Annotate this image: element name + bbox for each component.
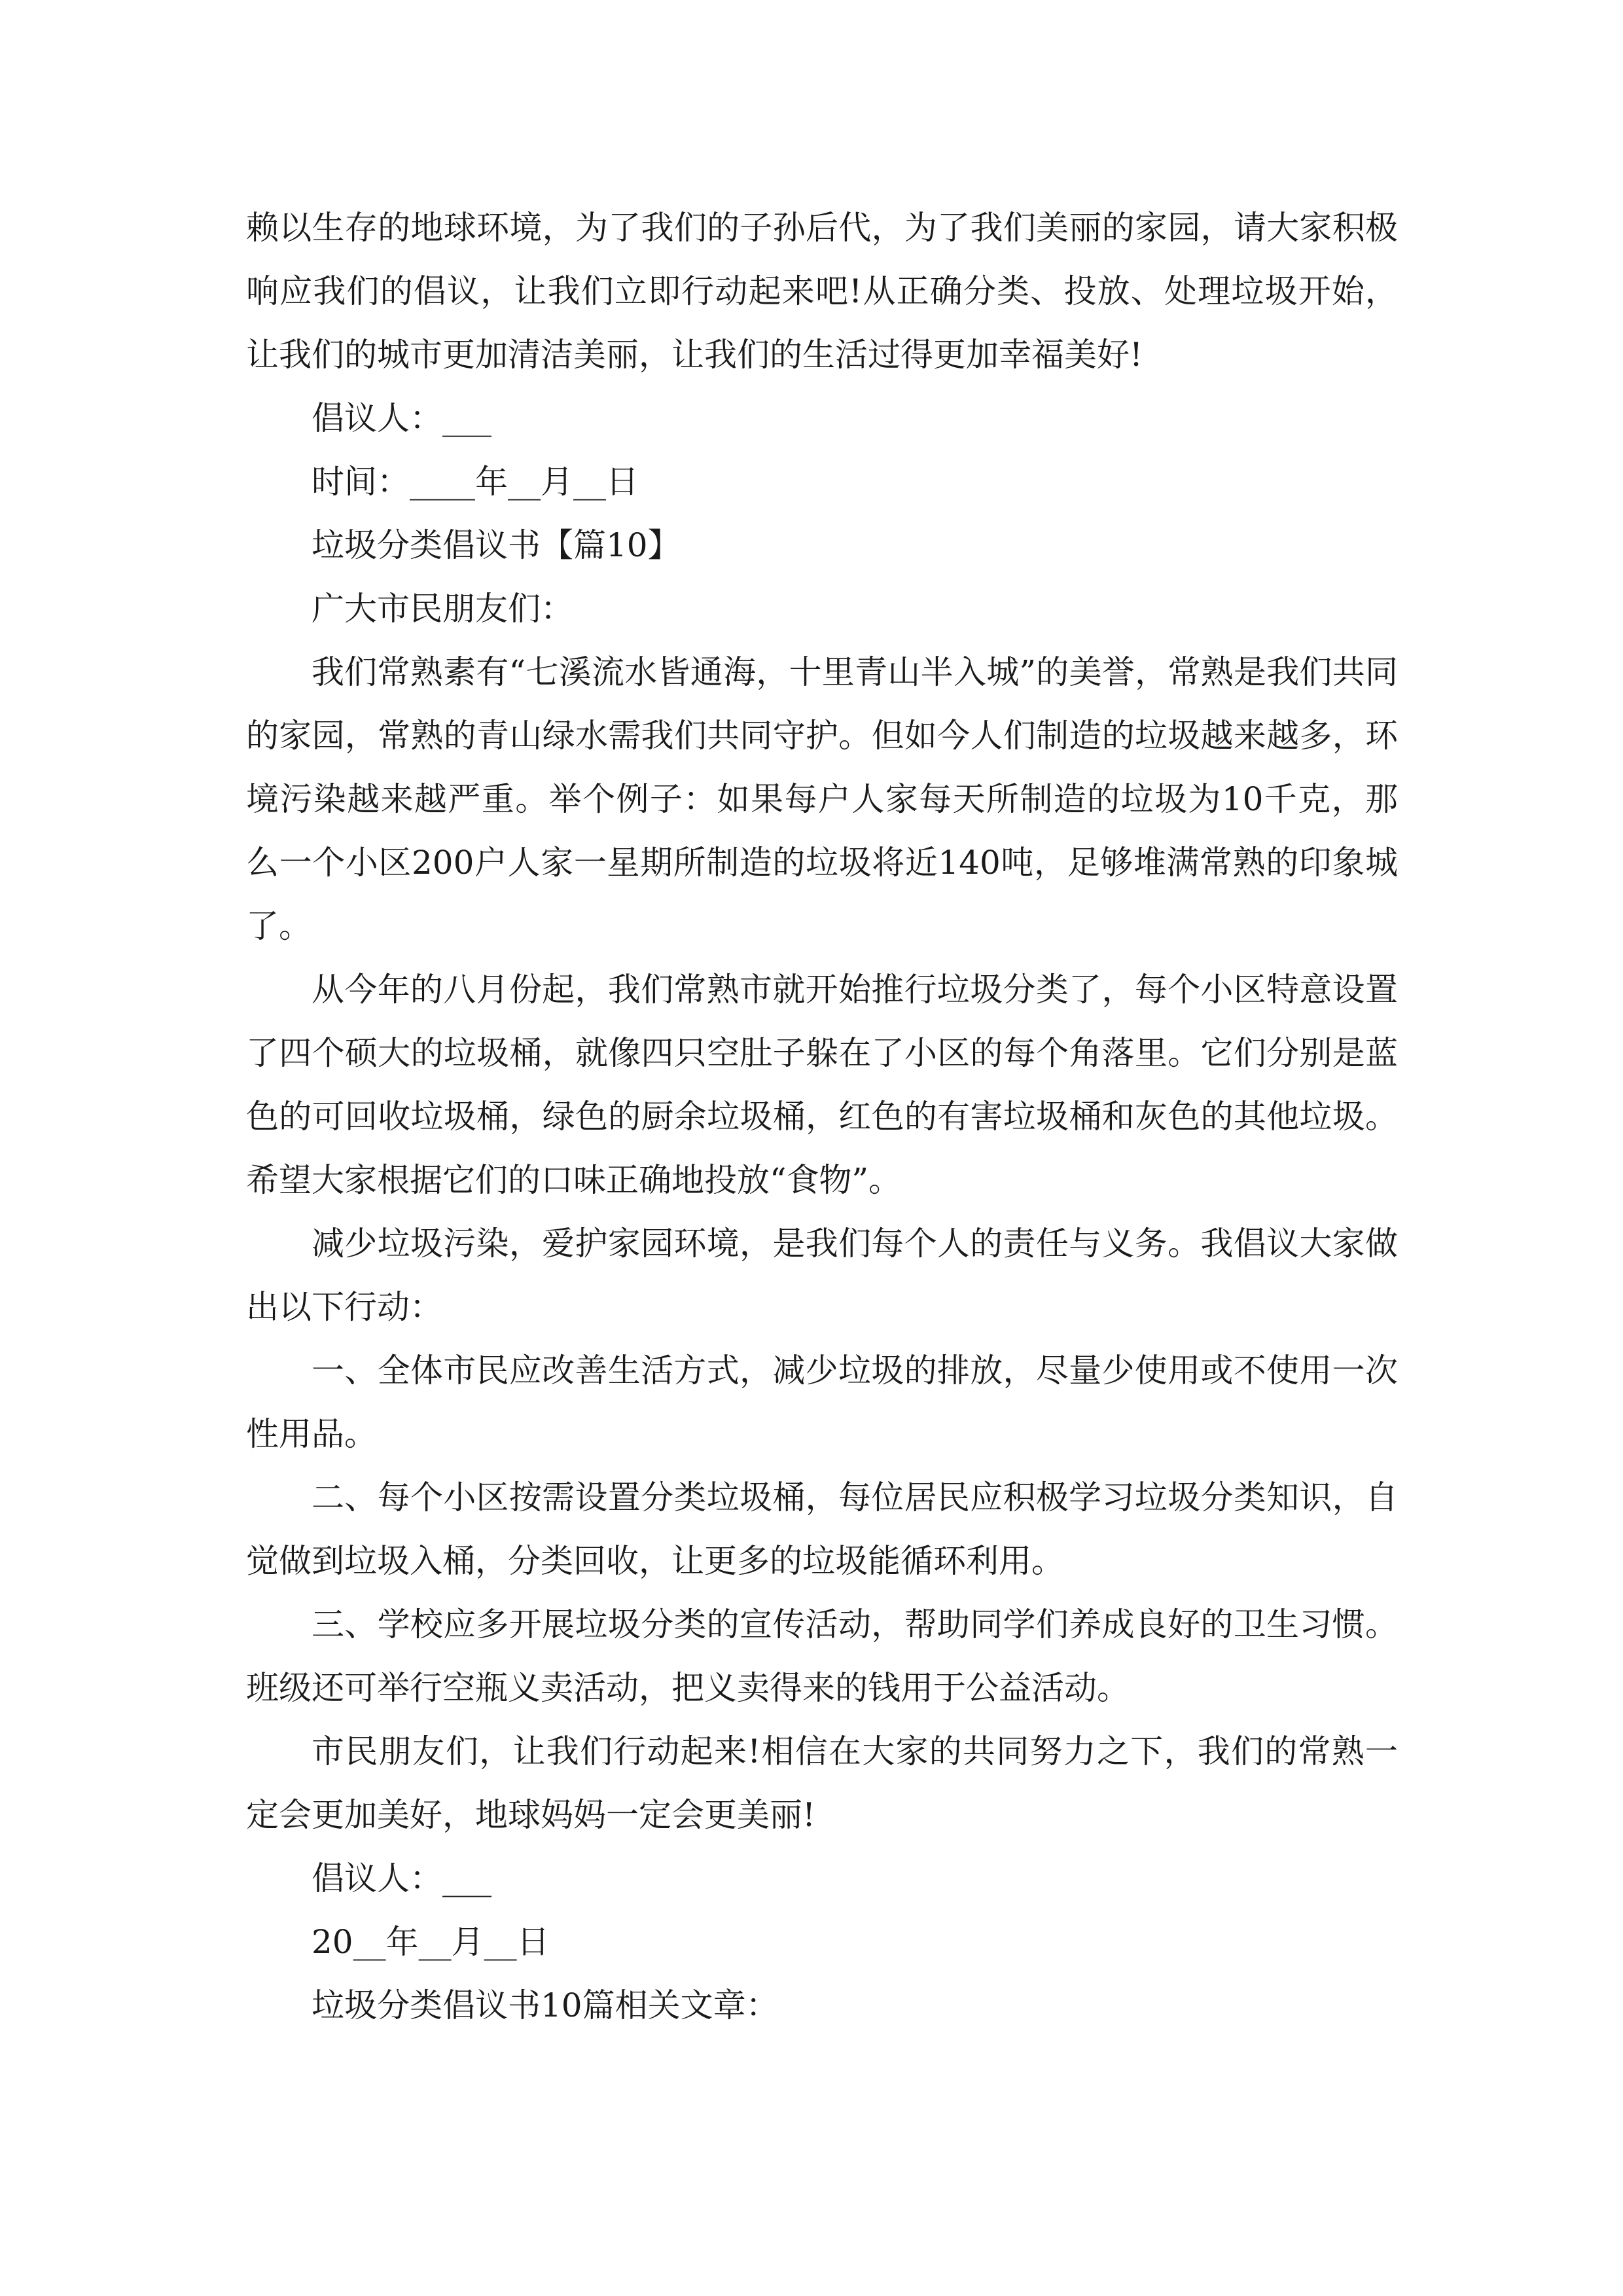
paragraph-intro: 我们常熟素有“七溪流水皆通海，十里青山半入城”的美誉，常熟是我们共同的家园，常熟的青山绿水需我们共同守护。但如今人们制造的垃圾越来越多，环境污染越来越严重。举个例子：如果每户人家每天所制造的垃圾为10千克，那么一个小区200户人家一星期所制造的垃圾将近140吨，足够堆满常熟的印象城了。 xyxy=(246,653,1398,945)
initiator-line: 倡议人：___ xyxy=(312,399,491,437)
section-title: 垃圾分类倡议书【篇10】 xyxy=(312,526,681,564)
initiator-line-2: 倡议人：___ xyxy=(312,1859,491,1897)
paragraph-closing-appeal: 赖以生存的地球环境，为了我们的子孙后代，为了我们美丽的家园，请大家积极响应我们的倡议，让我们立即行动起来吧!从正确分类、投放、处理垃圾开始，让我们的城市更加清洁美丽，让我们的生活过得更加幸福美好! xyxy=(246,209,1398,374)
list-item-two: 二、每个小区按需设置分类垃圾桶，每位居民应积极学习垃圾分类知识，自觉做到垃圾入桶，分类回收，让更多的垃圾能循环利用。 xyxy=(246,1479,1398,1580)
salutation: 广大市民朋友们： xyxy=(312,590,573,628)
list-item-one: 一、全体市民应改善生活方式，减少垃圾的排放，尽量少使用或不使用一次性用品。 xyxy=(246,1352,1398,1453)
paragraph-call-to-action: 减少垃圾污染，爱护家园环境，是我们每个人的责任与义务。我倡议大家做出以下行动： xyxy=(246,1225,1398,1326)
date-line: 时间：____年__月__日 xyxy=(312,463,639,501)
paragraph-conclusion: 市民朋友们，让我们行动起来!相信在大家的共同努力之下，我们的常熟一定会更加美好，地球妈妈一定会更美丽! xyxy=(246,1732,1398,1834)
paragraph-sorting-bins: 从今年的八月份起，我们常熟市就开始推行垃圾分类了，每个小区特意设置了四个硕大的垃圾桶，就像四只空肚子躲在了小区的每个角落里。它们分别是蓝色的可回收垃圾桶，绿色的厨余垃圾桶，红色的有害垃圾桶和灰色的其他垃圾。希望大家根据它们的口味正确地投放“食物”。 xyxy=(246,971,1398,1199)
related-articles-heading: 垃圾分类倡议书10篇相关文章： xyxy=(312,1986,779,2024)
list-item-three: 三、学校应多开展垃圾分类的宣传活动，帮助同学们养成良好的卫生习惯。班级还可举行空瓶义卖活动，把义卖得来的钱用于公益活动。 xyxy=(246,1605,1398,1707)
document-body xyxy=(246,196,1398,2037)
date-line-2: 20__年__月__日 xyxy=(312,1923,550,1961)
